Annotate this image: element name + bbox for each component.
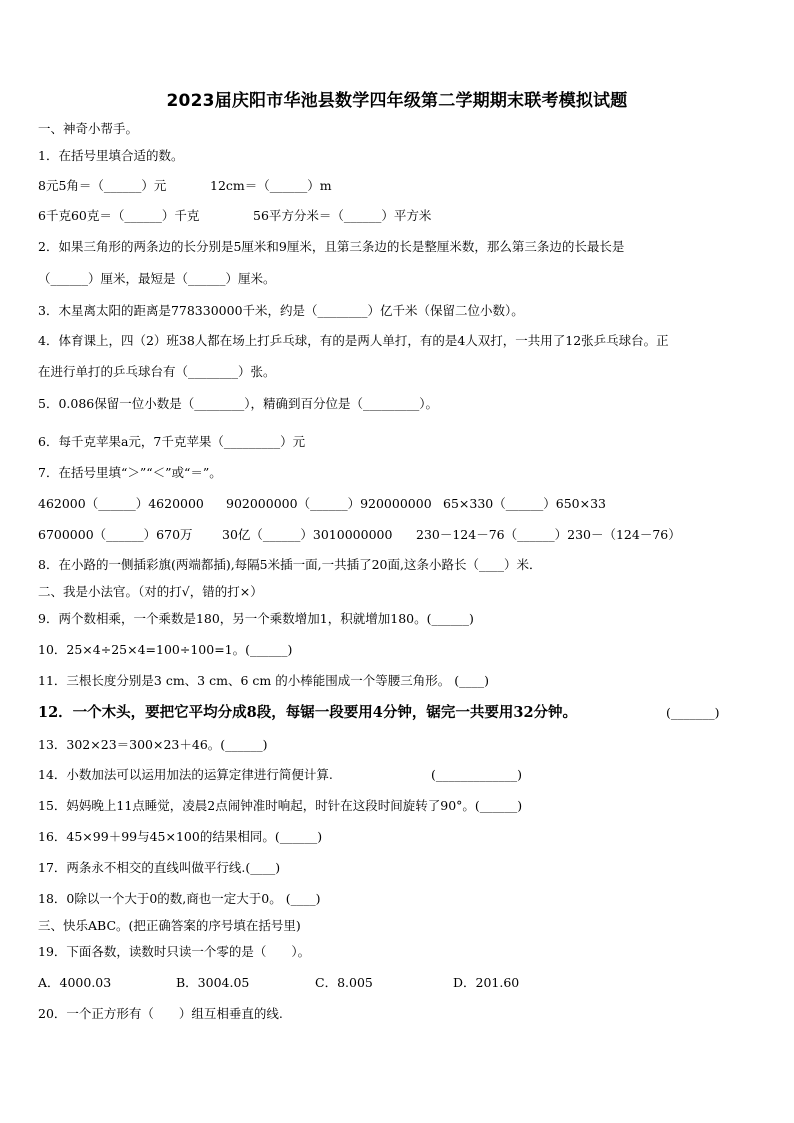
q7-compare-2: 902000000（______）920000000 xyxy=(226,496,432,511)
question-7: 7．在括号里填“＞”“＜”或“＝”。 xyxy=(38,465,222,480)
question-18: 18．0除以一个大于0的数,商也一定大于0。 (____) xyxy=(38,891,321,906)
question-2-line-2: （______）厘米，最短是（______）厘米。 xyxy=(38,271,276,286)
q1-item-square-meter: 56平方分米＝（______）平方米 xyxy=(253,208,432,223)
question-11: 11．三根长度分别是3 cm、3 cm、6 cm 的小棒能围成一个等腰三角形。 (____) xyxy=(38,673,489,688)
question-3: 3．木星离太阳的距离是778330000千米，约是（________）亿千米（保留二位小数）。 xyxy=(38,303,524,318)
question-14-answer-blank: (_____________) xyxy=(431,767,523,782)
question-4-line-2: 在进行单打的乒乓球台有（________）张。 xyxy=(38,364,276,379)
question-12: 12．一个木头，要把它平均分成8段，每锯一段要用4分钟，锯完一共要用32分钟。 xyxy=(38,704,578,721)
q7-compare-6: 230－124－76（______）230－（124－76） xyxy=(416,527,681,542)
question-14: 14．小数加法可以运用加法的运算定律进行简便计算. xyxy=(38,767,333,782)
question-9: 9．两个数相乘，一个乘数是180，另一个乘数增加1，积就增加180。(______) xyxy=(38,611,474,626)
question-8: 8．在小路的一侧插彩旗(两端都插),每隔5米插一面,一共插了20面,这条小路长（____）米． xyxy=(38,557,542,572)
question-16: 16．45×99＋99与45×100的结果相同。(______) xyxy=(38,829,323,844)
question-6: 6．每千克苹果a元，7千克苹果（_________）元 xyxy=(38,434,306,449)
question-4-line-1: 4．体育课上，四（2）班38人都在场上打乒乓球，有的是两人单打，有的是4人双打，一共用了12张乒乓球台。正 xyxy=(38,333,669,348)
question-2-line-1: 2．如果三角形的两条边的长分别是5厘米和9厘米，且第三条边的长是整厘米数，那么第三条边的长最长是 xyxy=(38,239,625,254)
q19-option-d: D．201.60 xyxy=(453,975,520,990)
q7-compare-1: 462000（______）4620000 xyxy=(38,496,204,511)
question-12-answer-blank: (_______) xyxy=(666,705,720,720)
question-19: 19．下面各数，读数时只读一个零的是（ ）。 xyxy=(38,944,311,959)
q19-option-c: C．8.005 xyxy=(315,975,373,990)
q1-item-kilogram: 6千克60克＝（______）千克 xyxy=(38,208,200,223)
q1-item-meter: 12cm＝（______）m xyxy=(210,178,332,193)
question-1: 1．在括号里填合适的数。 xyxy=(38,148,184,163)
q19-option-a: A．4000.03 xyxy=(38,975,112,990)
question-13: 13．302×23＝300×23＋46。(______) xyxy=(38,737,268,752)
section-1-heading: 一、神奇小帮手。 xyxy=(38,121,139,136)
section-2-heading: 二、我是小法官。（对的打√，错的打×） xyxy=(38,584,263,599)
question-17: 17．两条永不相交的直线叫做平行线.(____) xyxy=(38,860,281,875)
question-20: 20．一个正方形有（ ）组互相垂直的线. xyxy=(38,1006,283,1021)
q7-compare-3: 65×330（______）650×33 xyxy=(443,496,606,511)
q1-item-yuan: 8元5角＝（______）元 xyxy=(38,178,167,193)
question-15: 15．妈妈晚上11点睡觉，凌晨2点闹钟准时响起，时针在这段时间旋转了90°。(______) xyxy=(38,798,523,813)
q7-compare-4: 6700000（______）670万 xyxy=(38,527,193,542)
q7-compare-5: 30亿（______）3010000000 xyxy=(222,527,393,542)
question-5: 5．0.086保留一位小数是（________），精确到百分位是（_________）。 xyxy=(38,396,438,411)
section-3-heading: 三、快乐ABC。(把正确答案的序号填在括号里) xyxy=(38,918,301,933)
page-title: 2023届庆阳市华池县数学四年级第二学期期末联考模拟试题 xyxy=(166,91,628,111)
question-10: 10．25×4÷25×4=100÷100=1。(______) xyxy=(38,642,293,657)
q19-option-b: B．3004.05 xyxy=(176,975,250,990)
